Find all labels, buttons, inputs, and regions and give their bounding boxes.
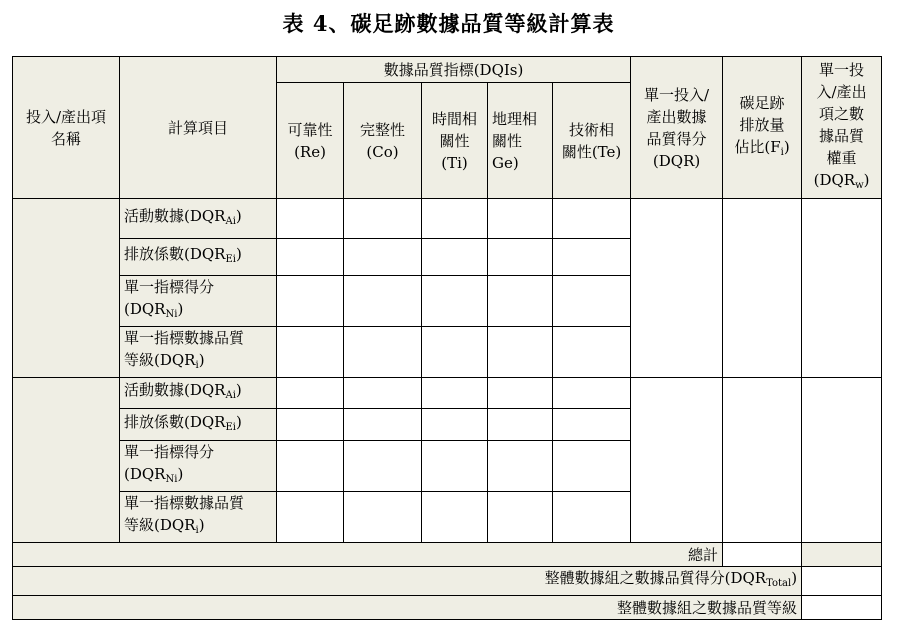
cell-ti: [422, 327, 488, 378]
cell-dqr: [631, 199, 723, 378]
cell-co: [344, 492, 422, 543]
header-completeness: 完整性 (Co): [344, 83, 422, 199]
header-reliability: 可靠性 (Re): [277, 83, 344, 199]
cell-ge: [488, 199, 553, 239]
cell-dqrw: [802, 378, 882, 543]
cell-te: [553, 239, 631, 276]
row-label-activity: 活動數據$(DQR_{Ai})$: [120, 378, 277, 409]
cell-co: [344, 327, 422, 378]
cell-fi: [723, 378, 802, 543]
cell-re: [277, 441, 344, 492]
cell-te: [553, 327, 631, 378]
header-input-output-name: 投入/產出項 名稱: [13, 57, 120, 199]
cell-ge: [488, 239, 553, 276]
overall-grade-label: 整體數據組之數據品質等級: [13, 596, 802, 620]
overall-score-label: 整體數據組之數據品質得分$(DQR_{Total})$: [13, 567, 802, 596]
cell-re: [277, 409, 344, 441]
total-label: 總計: [13, 543, 723, 567]
cell-co: [344, 441, 422, 492]
row-label-single-grade: 單一指標數據品質 等級$(DQR_i)$: [120, 327, 277, 378]
cell-te: [553, 199, 631, 239]
row-label-single-grade: 單一指標數據品質 等級$(DQR_i)$: [120, 492, 277, 543]
table-title: 表 4、碳足跡數據品質等級計算表: [282, 11, 615, 36]
header-time-correlation: 時間相 關性 (Ti): [422, 83, 488, 199]
header-calc-item: 計算項目: [120, 57, 277, 199]
total-fi-cell: [723, 543, 802, 567]
overall-score-row: [13, 567, 882, 596]
cell-ge: [488, 441, 553, 492]
row-label-activity: 活動數據$(DQR_{Ai})$: [120, 199, 277, 239]
cell-te: [553, 441, 631, 492]
header-dqis-group: 數據品質指標(DQIs): [277, 57, 631, 83]
cell-ge: [488, 276, 553, 327]
cell-ti: [422, 492, 488, 543]
cell-te: [553, 276, 631, 327]
total-row: [13, 543, 882, 567]
cell-dqrw: [802, 199, 882, 378]
cell-ge: [488, 492, 553, 543]
cell-ge: [488, 409, 553, 441]
cell-te: [553, 378, 631, 409]
cell-ti: [422, 276, 488, 327]
overall-score-cell: [802, 567, 882, 596]
cell-re: [277, 276, 344, 327]
table-row: [13, 199, 882, 239]
cell-re: [277, 199, 344, 239]
cell-ti: [422, 441, 488, 492]
cell-ge: [488, 378, 553, 409]
cell-ti: [422, 378, 488, 409]
overall-grade-cell: [802, 596, 882, 620]
header-geo-correlation: 地理相 關性 Ge): [488, 83, 553, 199]
row-label-emission: 排放係數$(DQR_{Ei})$: [120, 239, 277, 276]
cell-ge: [488, 327, 553, 378]
input-output-name-cell: [13, 199, 120, 378]
input-output-name-cell: [13, 378, 120, 543]
overall-grade-row: [13, 596, 882, 620]
header-tech-correlation: 技術相 關性(Te): [553, 83, 631, 199]
cell-te: [553, 492, 631, 543]
cell-ti: [422, 199, 488, 239]
cell-re: [277, 378, 344, 409]
header-dqr-weight: 單一投 入/產出 項之數 據品質 權重 $(DQR_w)$: [802, 57, 882, 199]
table-row: [13, 378, 882, 409]
row-label-single-score: 單一指標得分 $(DQR_{Ni})$: [120, 441, 277, 492]
cell-co: [344, 276, 422, 327]
dqr-calculation-table: [12, 56, 882, 620]
cell-co: [344, 409, 422, 441]
row-label-single-score: 單一指標得分 $(DQR_{Ni})$: [120, 276, 277, 327]
cell-co: [344, 239, 422, 276]
cell-re: [277, 239, 344, 276]
cell-ti: [422, 239, 488, 276]
cell-ti: [422, 409, 488, 441]
cell-dqr: [631, 378, 723, 543]
cell-te: [553, 409, 631, 441]
total-blank-cell: [802, 543, 882, 567]
cell-re: [277, 327, 344, 378]
cell-re: [277, 492, 344, 543]
cell-co: [344, 378, 422, 409]
header-dqr: 單一投入/ 產出數據 品質得分 (DQR): [631, 57, 723, 199]
cell-fi: [723, 199, 802, 378]
row-label-emission: 排放係數$(DQR_{Ei})$: [120, 409, 277, 441]
header-carbon-share: 碳足跡 排放量 佔比$(F_i)$: [723, 57, 802, 199]
cell-co: [344, 199, 422, 239]
